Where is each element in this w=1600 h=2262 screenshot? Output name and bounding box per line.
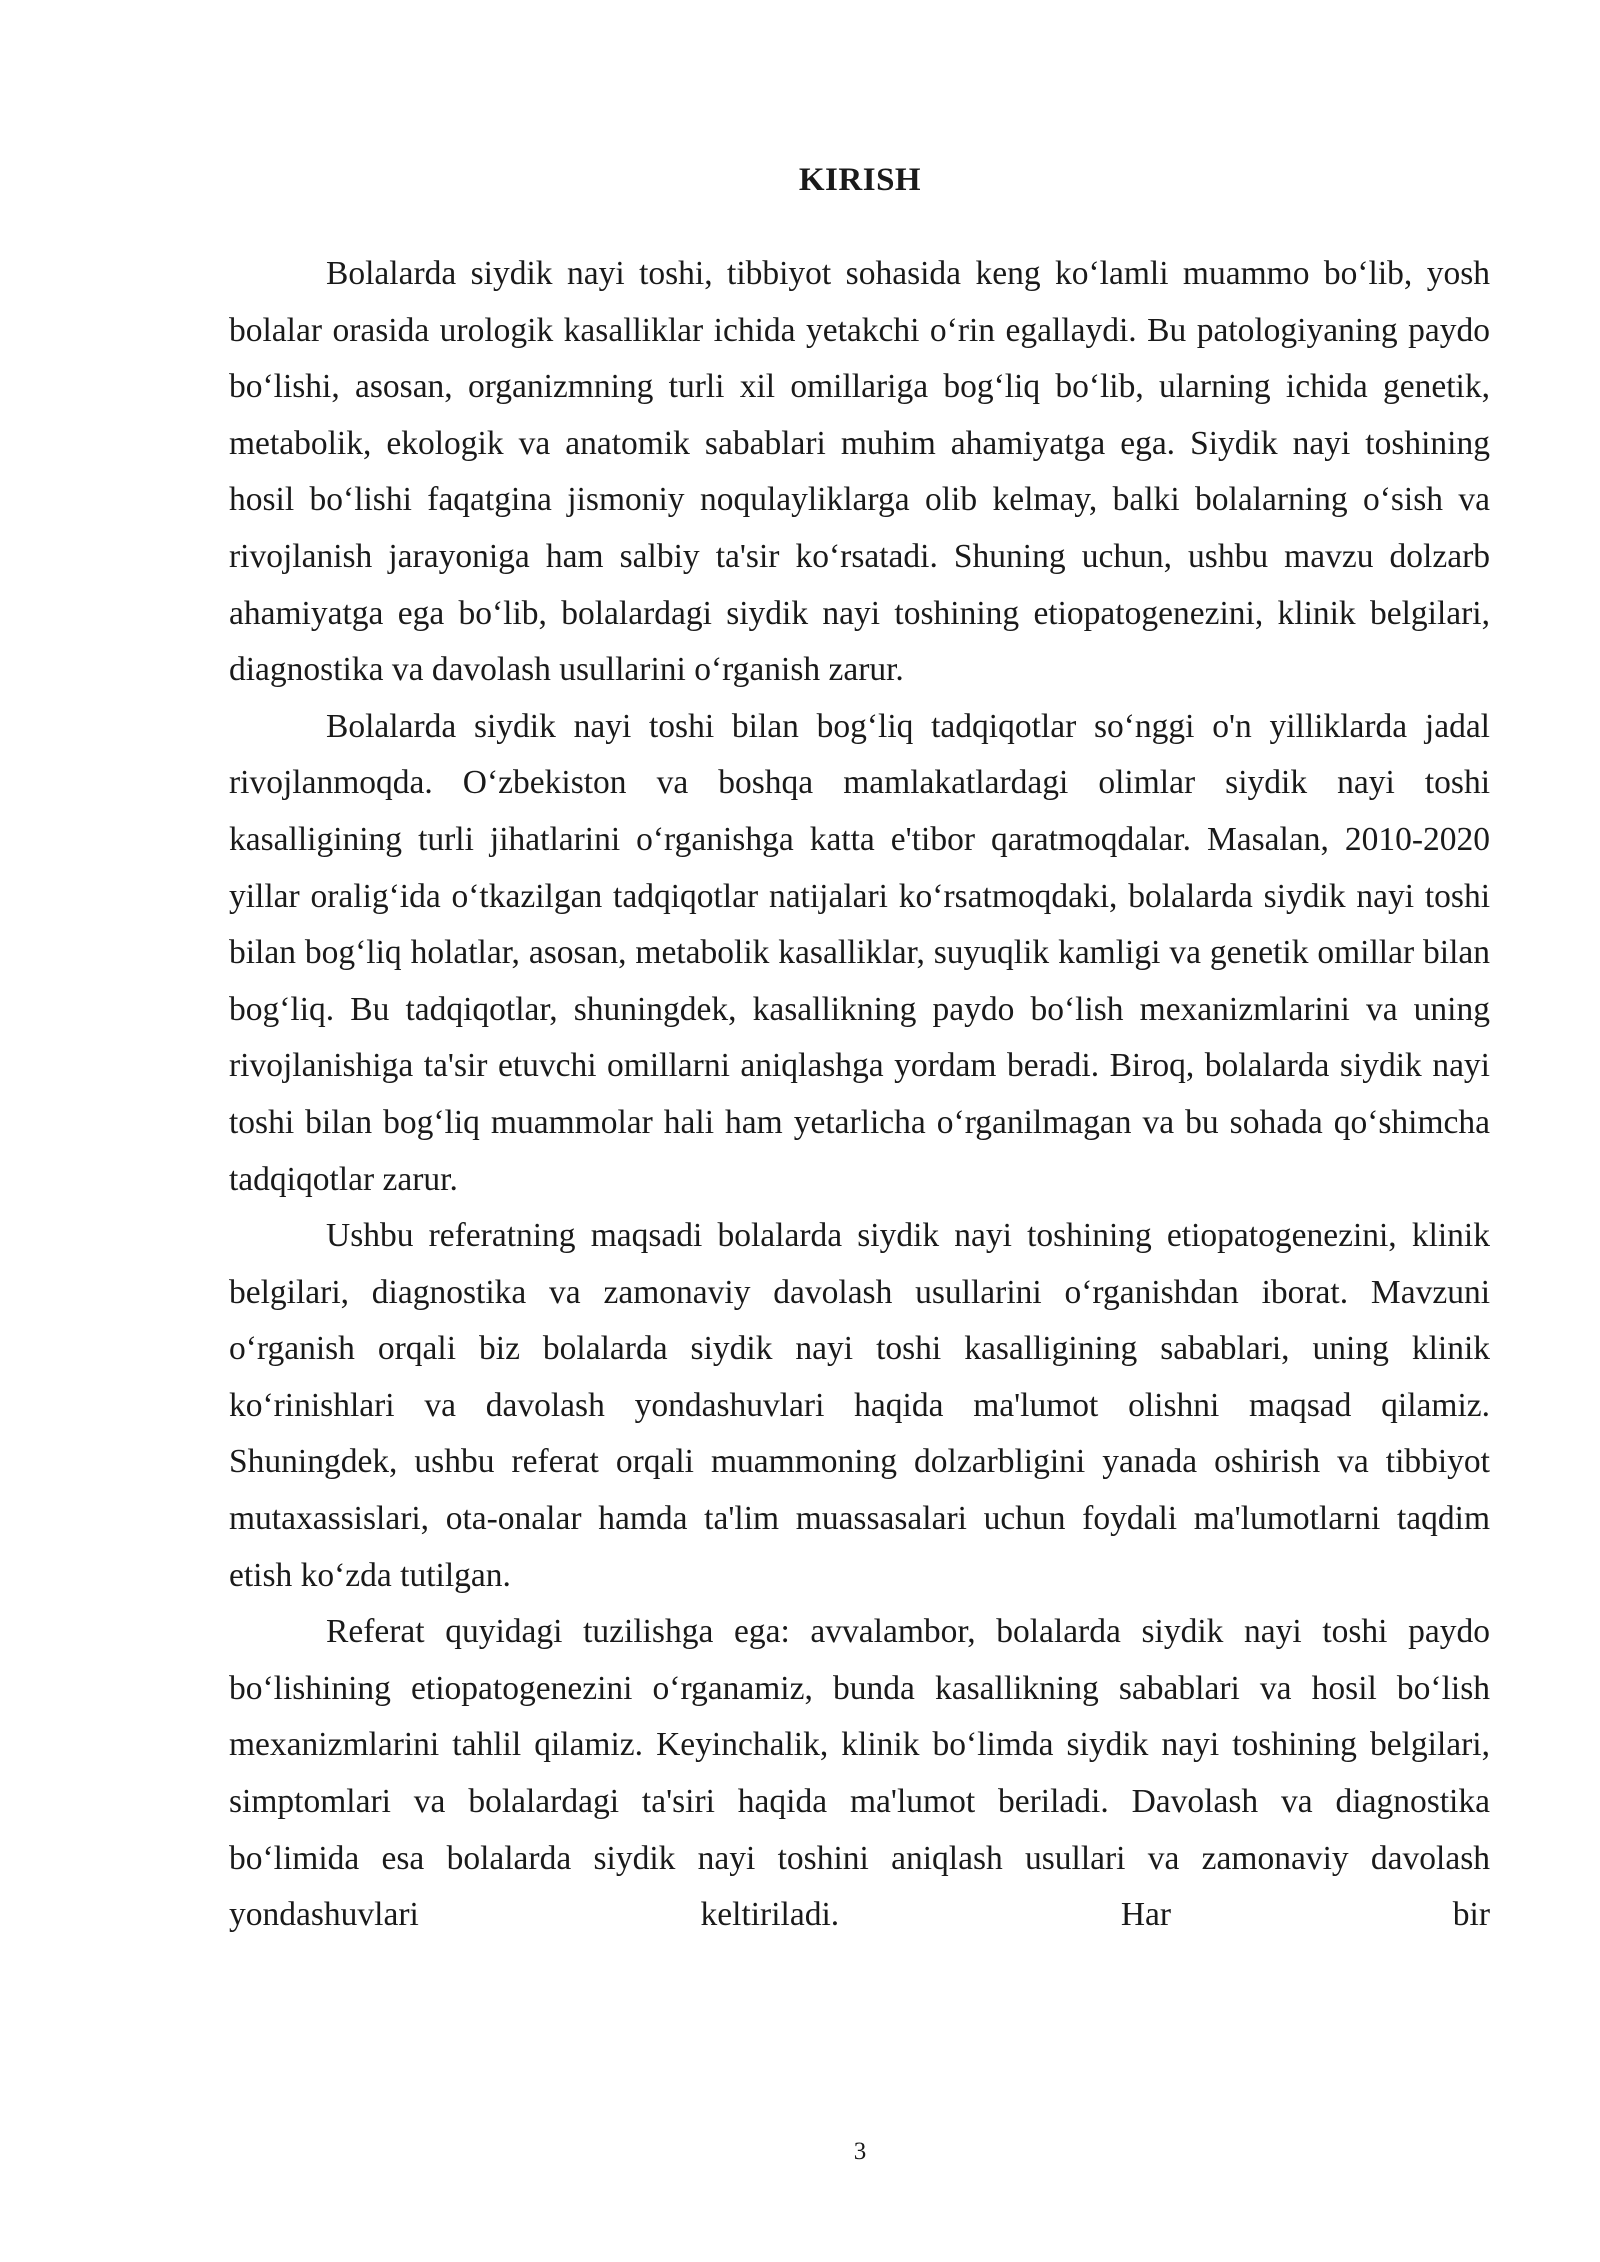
page-number: 3 bbox=[853, 2138, 867, 2165]
paragraph-4: Referat quyidagi tuzilishga ega: avvalambor, bolalarda siydik nayi toshi paydo bo‘lishining etiopatogenezini o‘rganamiz, bunda kasallikning sabablari va hosil bo‘lish mexanizmlarini tahlil qilamiz. Keyinchalik, klinik bo‘limda siydik nayi toshining belgilari, simptomlari va bolalardagi ta'siri haqida ma'lumot beriladi. Davolash va diagnostika bo‘limida esa bolalarda siydik nayi toshini aniqlash usullari va zamonaviy davolash yondashuvlari keltiriladi. Har bir bbox=[229, 1613, 1490, 1934]
body-text bbox=[229, 246, 1490, 1944]
page-title: KIRISH bbox=[798, 162, 922, 198]
paragraph-2: Bolalarda siydik nayi toshi bilan bog‘liq tadqiqotlar so‘nggi o'n yilliklarda jadal rivojlanmoqda. O‘zbekiston va boshqa mamlakatlardagi olimlar siydik nayi toshi kasalligining turli jihatlarini o‘rganishga katta e'tibor qaratmoqdalar. Masalan, 2010-2020 yillar oralig‘ida o‘tkazilgan tadqiqotlar natijalari ko‘rsatmoqdaki, bolalarda siydik nayi toshi bilan bog‘liq holatlar, asosan, metabolik kasalliklar, suyuqlik kamligi va genetik omillar bilan bog‘liq. Bu tadqiqotlar, shuningdek, kasallikning paydo bo‘lish mexanizmlarini va uning rivojlanishiga ta'sir etuvchi omillarni aniqlashga yordam beradi. Biroq, bolalarda siydik nayi toshi bilan bog‘liq muammolar hali ham yetarlicha o‘rganilmagan va bu sohada qo‘shimcha tadqiqotlar zarur. bbox=[229, 707, 1490, 1198]
paragraph-3: Ushbu referatning maqsadi bolalarda siydik nayi toshining etiopatogenezini, klinik belgilari, diagnostika va zamonaviy davolash usullarini o‘rganishdan iborat. Mavzuni o‘rganish orqali biz bolalarda siydik nayi toshi kasalligining sabablari, uning klinik ko‘rinishlari va davolash yondashuvlari haqida ma'lumot olishni maqsad qilamiz. Shuningdek, ushbu referat orqali muammoning dolzarbligini yanada oshirish va tibbiyot mutaxassislari, ota-onalar hamda ta'lim muassasalari uchun foydali ma'lumotlarni taqdim etish ko‘zda tutilgan. bbox=[229, 1217, 1490, 1594]
paragraph-1: Bolalarda siydik nayi toshi, tibbiyot sohasida keng ko‘lamli muammo bo‘lib, yosh bolalar orasida urologik kasalliklar ichida yetakchi o‘rin egallaydi. Bu patologiyaning paydo bo‘lishi, asosan, organizmning turli xil omillariga bog‘liq bo‘lib, ularning ichida genetik, metabolik, ekologik va anatomik sabablari muhim ahamiyatga ega. Siydik nayi toshining hosil bo‘lishi faqatgina jismoniy noqulayliklarga olib kelmay, balki bolalarning o‘sish va rivojlanish jarayoniga ham salbiy ta'sir ko‘rsatadi. Shuning uchun, ushbu mavzu dolzarb ahamiyatga ega bo‘lib, bolalardagi siydik nayi toshining etiopatogenezini, klinik belgilari, diagnostika va davolash usullarini o‘rganish zarur. bbox=[229, 255, 1490, 689]
